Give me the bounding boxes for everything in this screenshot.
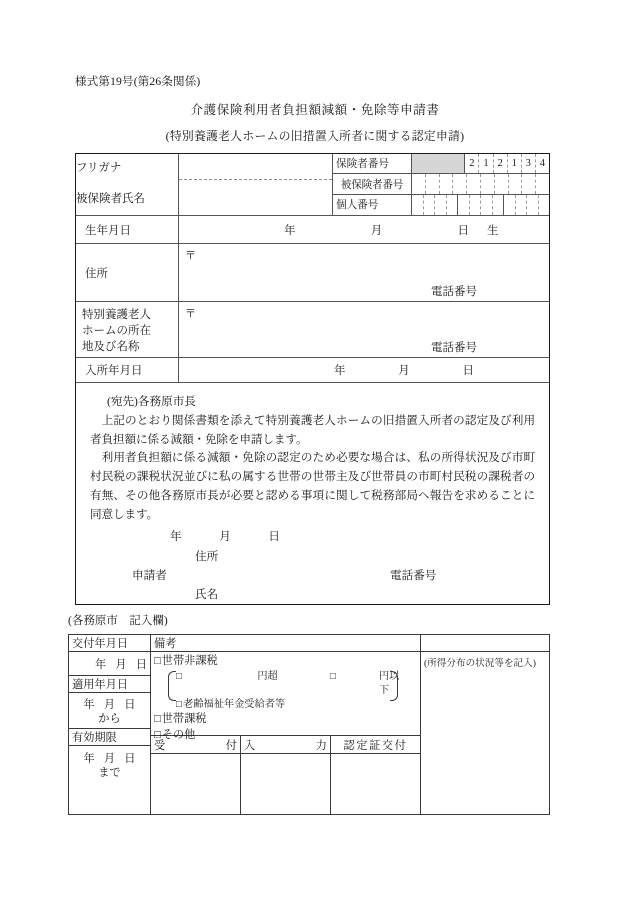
valid-until-suffix-label: まで <box>98 767 121 779</box>
sub-option-amount-over[interactable] <box>176 670 257 698</box>
issue-day-label: 日 <box>135 658 147 671</box>
facility-label-line1: 特別養護老人 <box>82 308 151 321</box>
address-label: 住所 <box>85 267 108 280</box>
remarks-header: 備考 <box>151 635 420 652</box>
admission-date-label-cell <box>76 358 179 382</box>
income-column-header-spacer <box>421 635 549 652</box>
city-dates-column <box>69 635 151 814</box>
checkbox-icon[interactable]: □ <box>176 670 183 682</box>
name-input-area <box>179 154 333 215</box>
checkbox-icon[interactable]: □ <box>329 670 336 682</box>
birth-year-label: 年 <box>284 224 296 237</box>
insurer-number-shaded-cell <box>438 154 451 173</box>
insured-number-cell[interactable] <box>536 174 549 193</box>
signature-area <box>90 528 535 602</box>
birth-suffix-label: 生 <box>487 224 499 237</box>
insurer-number-digit: 1 <box>508 154 522 173</box>
address-row <box>76 244 549 302</box>
individual-number-cell[interactable] <box>458 195 470 215</box>
apply-date-from-label: から <box>98 712 121 725</box>
remarks-option-2[interactable] <box>154 712 420 728</box>
individual-number-row <box>333 195 549 215</box>
birth-date-label-cell <box>76 216 179 243</box>
insured-number-cell[interactable] <box>495 174 509 193</box>
income-distribution-note: (所得分布の状況等を記入) <box>424 658 536 669</box>
applicant-info-table <box>75 153 550 605</box>
facility-row <box>76 302 549 358</box>
individual-number-cell[interactable] <box>424 195 436 215</box>
insurer-number-digit: 2 <box>465 154 479 173</box>
valid-until-label: 有効期限 <box>69 729 150 746</box>
input-field[interactable] <box>241 754 330 814</box>
receipt-input[interactable] <box>151 754 240 814</box>
issue-month-label: 月 <box>115 658 127 671</box>
admission-day-label: 日 <box>462 365 474 377</box>
receipt-label-right: 付 <box>225 739 237 752</box>
furigana-label: フリガナ <box>76 162 122 174</box>
insured-number-cell[interactable] <box>509 174 523 193</box>
facility-input[interactable] <box>179 302 549 357</box>
issue-year-label: 年 <box>95 658 107 671</box>
individual-number-cell[interactable] <box>493 195 505 215</box>
receipt-cell <box>151 736 241 814</box>
furigana-input[interactable] <box>179 154 332 180</box>
city-office-table <box>68 634 550 815</box>
insurer-number-shaded-cell <box>425 154 438 173</box>
birth-month-label: 月 <box>370 224 383 237</box>
insurer-number-shaded-cell <box>451 154 465 173</box>
insured-name-label: 被保険者氏名 <box>76 192 145 205</box>
remarks-option-1[interactable] <box>154 654 420 670</box>
input-cell <box>241 736 331 814</box>
individual-number-cell[interactable] <box>481 195 493 215</box>
pension-recipient-label: 老齢福祉年金受給者等 <box>183 699 286 711</box>
address-label-cell <box>76 244 179 301</box>
insured-number-cell[interactable] <box>522 174 536 193</box>
individual-number-cell[interactable] <box>516 195 528 215</box>
addressee-line: (宛先)各務原市長 <box>107 395 196 408</box>
checkbox-icon[interactable]: □ <box>176 699 183 711</box>
insurer-number-label: 保険者番号 <box>333 154 412 173</box>
applicant-name-label: 氏名 <box>195 588 219 602</box>
birth-date-ymd <box>284 222 469 238</box>
checkbox-icon[interactable]: □ <box>154 655 161 667</box>
insured-name-input[interactable] <box>179 180 332 215</box>
admission-month-label: 月 <box>398 365 410 377</box>
birth-date-input[interactable] <box>179 216 549 243</box>
facility-tel-label: 電話番号 <box>431 342 477 354</box>
insured-number-label: 被保険者番号 <box>333 174 412 193</box>
number-block <box>333 154 549 215</box>
individual-number-cells[interactable] <box>412 195 549 215</box>
birth-day-label: 日 <box>457 224 469 237</box>
admission-date-input[interactable] <box>179 358 549 382</box>
insurer-number-digit: 4 <box>539 158 546 170</box>
remarks-option-3[interactable] <box>154 728 420 744</box>
remarks-option-2-label: 世帯課税 <box>161 713 207 726</box>
remarks-sub-line-1 <box>176 670 406 698</box>
yen-under-label: 円以下 <box>378 670 400 696</box>
apply-date-ymd <box>84 696 136 712</box>
remarks-sub-options <box>168 670 406 712</box>
valid-day-label: 日 <box>124 753 136 765</box>
city-section-label: (各務原市 記入欄) <box>68 615 168 627</box>
remarks-body <box>151 652 420 742</box>
insured-number-cells[interactable] <box>412 174 549 193</box>
insured-number-cell[interactable] <box>467 174 481 193</box>
insured-number-row <box>333 174 549 194</box>
insurer-number-digit: 1 <box>479 154 493 173</box>
income-distribution-column <box>421 635 549 814</box>
insured-number-cell[interactable] <box>481 174 495 193</box>
certificate-cell <box>331 736 420 814</box>
individual-number-label: 個人番号 <box>333 195 412 215</box>
insured-number-cell[interactable] <box>412 174 426 193</box>
insurer-number-cells <box>412 154 549 173</box>
signature-year-label: 年 <box>170 530 182 544</box>
valid-month-label: 月 <box>103 753 116 765</box>
signature-month-label: 月 <box>219 530 231 544</box>
insured-name-label-wrap <box>76 180 178 215</box>
applicant-label: 申請者 <box>132 569 167 583</box>
individual-number-cell[interactable] <box>527 195 539 215</box>
insurer-number-row <box>333 154 549 174</box>
form-number: 様式第19号(第26条関係) <box>75 76 201 88</box>
processing-cells <box>151 736 420 814</box>
statement-paragraph-1: 上記のとおり関係書類を添えて特別養護老人ホームの旧措置入所者の認定及び利用者負担額に係る減額・免除を申請します。 <box>90 413 535 446</box>
signature-day-label: 日 <box>268 530 280 544</box>
remarks-option-3-label: その他 <box>161 729 196 742</box>
document-title: 介護保険利用者負担額減額・免除等申請書 <box>190 103 440 117</box>
individual-number-cell[interactable] <box>504 195 516 215</box>
birth-date-row <box>76 216 549 244</box>
furigana-label-wrap <box>76 154 178 180</box>
admission-date-ymd <box>334 362 474 378</box>
statement-block <box>76 383 549 604</box>
insured-number-cell[interactable] <box>426 174 440 193</box>
name-labels <box>76 154 179 215</box>
address-input[interactable] <box>179 244 549 301</box>
remarks-column <box>151 635 421 814</box>
facility-label-line2: ホームの所在 <box>82 324 151 337</box>
input-label-right: 力 <box>315 739 327 752</box>
admission-date-label: 入所年月日 <box>85 365 143 377</box>
apply-year-label: 年 <box>83 698 95 711</box>
document-subtitle: (特別養護老人ホームの旧措置入所者に関する認定申請) <box>165 129 465 143</box>
apply-month-label: 月 <box>103 698 116 711</box>
signature-date[interactable] <box>170 528 280 547</box>
applicant-tel-label: 電話番号 <box>390 569 437 583</box>
issue-date-label: 交付年月日 <box>69 635 150 652</box>
insurer-number-digit: 3 <box>522 154 536 173</box>
individual-number-cell[interactable] <box>412 195 424 215</box>
certificate-input[interactable] <box>331 754 420 814</box>
birth-date-label: 生年月日 <box>85 224 131 237</box>
facility-label-line3: 地及び名称 <box>82 340 140 353</box>
address-tel-label: 電話番号 <box>431 286 477 298</box>
apply-date-input[interactable] <box>69 693 150 729</box>
insurer-number-digit: 2 <box>494 154 508 173</box>
issue-date-ymd <box>95 656 147 672</box>
apply-day-label: 日 <box>124 698 136 711</box>
certificate-header: 認定証交付 <box>331 736 420 754</box>
individual-number-cell[interactable] <box>447 195 459 215</box>
remarks-sub-line-2[interactable] <box>176 698 406 712</box>
facility-label-cell <box>76 302 179 357</box>
receipt-label-left: 受 <box>154 739 166 752</box>
individual-number-cell[interactable] <box>435 195 447 215</box>
postal-mark-icon: 〒 <box>185 250 196 262</box>
name-and-numbers-row <box>76 154 549 216</box>
checkbox-icon[interactable]: □ <box>154 713 161 726</box>
postal-mark-icon: 〒 <box>185 308 196 320</box>
insured-number-cell[interactable] <box>453 174 467 193</box>
yen-over-label: 円超 <box>257 670 278 682</box>
insurer-number-shaded-cell <box>412 154 425 173</box>
statement-paragraph-2: 利用者負担額に係る減額・免除の認定のため必要な場合は、私の所得状況及び市町村民税の課税状況並びに私の属する世帯の世帯主及び世帯員の市町村民税の課税者の有無、その他各務原市長が必要と認める事項に関して税務部局へ報告を求めることに同意します。 <box>90 451 535 521</box>
admission-date-row <box>76 358 549 383</box>
admission-year-label: 年 <box>334 365 346 377</box>
individual-number-cell[interactable] <box>470 195 482 215</box>
remarks-option-1-label: 世帯非課税 <box>161 655 218 667</box>
valid-year-label: 年 <box>83 753 95 765</box>
checkbox-icon[interactable]: □ <box>154 729 161 742</box>
valid-until-ymd <box>84 750 136 766</box>
individual-number-cell[interactable] <box>539 195 550 215</box>
input-label-left: 入 <box>244 739 256 752</box>
insured-number-cell[interactable] <box>440 174 454 193</box>
valid-until-input[interactable] <box>69 746 150 806</box>
apply-date-label: 適用年月日 <box>69 676 150 693</box>
applicant-address-label: 住所 <box>195 550 219 564</box>
issue-date-input[interactable] <box>69 652 150 676</box>
